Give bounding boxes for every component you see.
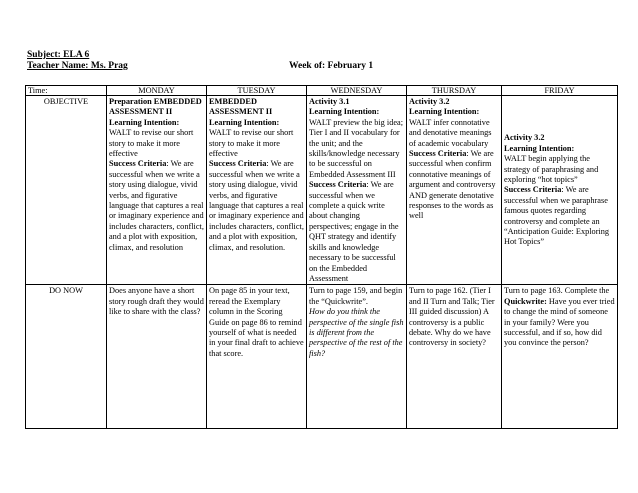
friday-criteria-text: : We are successful when we paraphrase famous quotes regarding controversy and complete an “Anticipation Guide: Exploring Hot Topics” [504, 185, 610, 247]
tuesday-objective-cell [207, 96, 307, 285]
friday-do-now-quickwrite: Quickwrite: [504, 296, 547, 306]
wednesday-criteria-text: : We are successful when we complete a quick write about changing perspectives; engage in the QHT strategy and identify skills and knowledge necessary to be successful on the Embedded Assessment [309, 180, 399, 283]
thursday-do-now-text: Turn to page 162. (Tier I and II Turn and Talk; Tier III guided discussion) A controversy is a public debate. Why do we have controversy in society? [409, 286, 495, 348]
monday-do-now-text: Does anyone have a short story rough draft they would like to share with the class? [109, 286, 204, 317]
monday-criteria-text: : We are successful when we write a story using dialogue, vivid verbs, and figurative language that captures a real or imaginary experience and includes characters, conflict, and a plot with exposition, climax, and resolution [109, 159, 204, 252]
thursday-header: THURSDAY [407, 86, 502, 96]
wednesday-do-now-question: How do you think the perspective of the single fish is different from the perspective of the rest of the fish? [309, 307, 404, 358]
tuesday-header: TUESDAY [207, 86, 307, 96]
wednesday-do-now-cell [307, 285, 407, 429]
friday-intention-text: WALT begin applying the strategy of paraphrasing and exploring “hot topics” [504, 154, 599, 185]
monday-criteria-label: Success Criteria [109, 159, 167, 169]
table-header-row [26, 86, 618, 96]
wednesday-header: WEDNESDAY [307, 86, 407, 96]
monday-intention-text: WALT to revise our short story to make it more effective [109, 128, 194, 159]
lesson-plan-table [25, 85, 618, 429]
tuesday-intention-text: WALT to revise our short story to make it more effective [209, 128, 294, 159]
wednesday-intention-text: WALT preview the big idea; Tier I and II vocabulary for the unit; and the skills/knowledge necessary to be successful on Embedded Assessment III [309, 117, 404, 179]
friday-objective-title: Activity 3.2 [504, 133, 545, 143]
friday-intention-label: Learning Intention: [504, 143, 575, 153]
tuesday-objective-title: EMBEDDED ASSESSMENT II [209, 97, 273, 117]
friday-do-now-question: Have you ever tried to change the mind of someone in your family? Were you successful, and if so, how did you convince the person? [504, 296, 615, 348]
objective-row [26, 96, 618, 285]
monday-intention-label: Learning Intention: [109, 117, 180, 127]
tuesday-criteria-label: Success Criteria [209, 159, 267, 169]
wednesday-do-now-text: Turn to page 159, and begin the “Quickwrite”. [309, 286, 403, 306]
monday-do-now-cell [107, 285, 207, 429]
week-label: Week of: February 1 [289, 61, 374, 71]
monday-objective-cell [107, 96, 207, 285]
friday-do-now-text: Turn to page 163. Complete the [504, 286, 610, 296]
friday-do-now-cell [502, 285, 618, 429]
thursday-objective-cell [407, 96, 502, 285]
thursday-do-now-cell [407, 285, 502, 429]
tuesday-intention-label: Learning Intention: [209, 117, 280, 127]
friday-objective-cell [502, 96, 618, 285]
friday-header: FRIDAY [502, 86, 618, 96]
monday-header: MONDAY [107, 86, 207, 96]
do-now-row [26, 285, 618, 429]
tuesday-do-now-text: On page 85 in your text, reread the Exemplary column in the Scoring Guide on page 86 to remind yourself of what is needed in your final draft to achieve that score. [209, 286, 304, 358]
monday-objective-title: Preparation EMBEDDED ASSESSMENT II [109, 97, 202, 117]
do-now-label: DO NOW [26, 285, 107, 429]
thursday-intention-text: WALT infer connotative and denotative meanings of academic vocabulary [409, 117, 492, 148]
thursday-criteria-label: Success Criteria [409, 149, 467, 159]
thursday-objective-title: Activity 3.2 [409, 97, 450, 106]
tuesday-criteria-text: : We are successful when we write a story using dialogue, vivid verbs, and figurative language that captures a real or imaginary experience and includes characters, conflict, and a plot with exposition, climax, and resolution. [209, 159, 304, 252]
friday-criteria-label: Success Criteria [504, 185, 562, 195]
wednesday-intention-label: Learning Intention: [309, 107, 380, 117]
objective-label: OBJECTIVE [26, 96, 107, 285]
wednesday-objective-title: Activity 3.1 [309, 97, 350, 106]
thursday-intention-label: Learning Intention: [409, 107, 480, 117]
wednesday-objective-cell [307, 96, 407, 285]
subject-label: Subject: ELA 6 [27, 50, 90, 60]
wednesday-criteria-label: Success Criteria [309, 180, 367, 190]
thursday-criteria-text: : We are successful when confirm connotative meanings of argument and controversy AND generate denotative responses to the words as well [409, 149, 496, 221]
teacher-name-label: Teacher Name: Ms. Prag [27, 61, 128, 71]
time-header: Time: [26, 86, 107, 96]
tuesday-do-now-cell [207, 285, 307, 429]
